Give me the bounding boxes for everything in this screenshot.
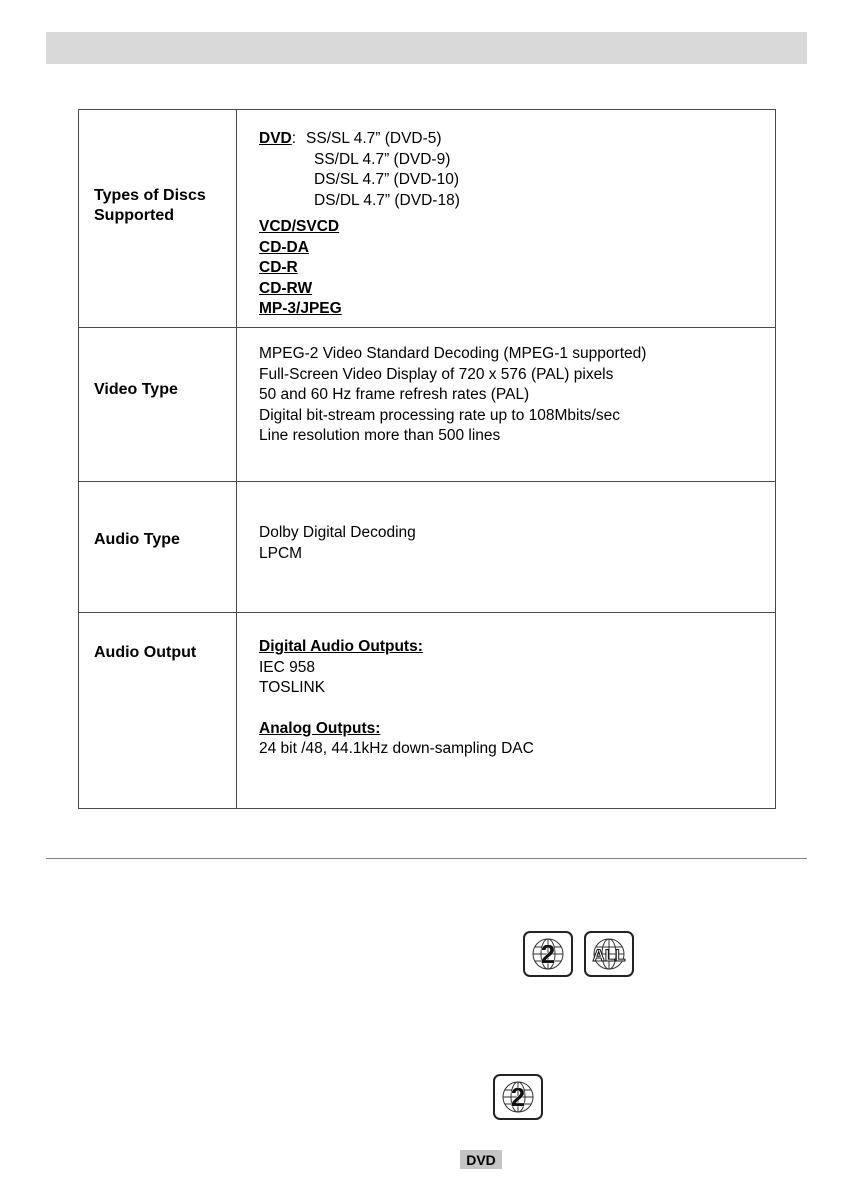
disc-types-label	[79, 110, 236, 226]
disc-format: VCD/SVCD	[259, 218, 340, 235]
spec-line: Dolby Digital Decoding	[259, 524, 416, 541]
dvd-format: DS/DL 4.7” (DVD-18)	[314, 191, 460, 209]
dvd-format-line	[259, 129, 775, 150]
label-cell	[79, 110, 237, 328]
label-cell	[79, 328, 237, 482]
disc-format: MP-3/JPEG	[259, 300, 342, 317]
audio-output-label: Audio Output	[94, 644, 197, 661]
row-disc-types	[79, 110, 776, 328]
content-cell	[237, 482, 776, 613]
disc-format: CD-R	[259, 259, 298, 276]
dvd-badge: DVD	[460, 1150, 502, 1169]
specifications-table	[78, 109, 776, 809]
header-bar	[46, 32, 807, 64]
disc-format: CD-RW	[259, 279, 313, 297]
row-audio-output	[79, 613, 776, 809]
globe-icon	[498, 1079, 538, 1115]
audio-type-specs	[237, 482, 775, 564]
dvd-format: SS/SL 4.7” (DVD-5)	[306, 130, 442, 147]
region-all-logo	[584, 931, 634, 977]
audio-type-label: Audio Type	[94, 531, 180, 548]
disc-formats	[237, 110, 775, 320]
spec-line: Full-Screen Video Display of 720 x 576 (PAL) pixels	[259, 365, 614, 383]
dvd-format: SS/DL 4.7” (DVD-9)	[314, 150, 451, 168]
spec-line: Digital bit-stream processing rate up to 108Mbits/sec	[259, 406, 620, 424]
label-cell	[79, 482, 237, 613]
spec-line: MPEG-2 Video Standard Decoding (MPEG-1 supported)	[259, 345, 647, 362]
spec-line: IEC 958	[259, 658, 316, 676]
label-cell	[79, 613, 237, 809]
content-cell	[237, 613, 776, 809]
audio-output-specs	[237, 613, 775, 760]
video-type-label: Video Type	[94, 381, 178, 398]
digital-outputs-heading: Digital Audio Outputs:	[259, 638, 423, 655]
dvd-colon: :	[291, 130, 297, 147]
spec-line: TOSLINK	[259, 679, 326, 696]
region-all-text: ALL	[592, 946, 626, 965]
region-2-logo-single	[493, 1074, 543, 1120]
dvd-heading: DVD	[259, 130, 292, 147]
label-line: Types of Discs	[94, 187, 206, 204]
region-2-logo	[523, 931, 573, 977]
analog-outputs-heading: Analog Outputs:	[259, 719, 381, 737]
region-number: 2	[540, 939, 556, 969]
spec-line: Line resolution more than 500 lines	[259, 427, 501, 444]
globe-icon	[589, 936, 629, 972]
dvd-format: DS/SL 4.7” (DVD-10)	[314, 171, 459, 188]
spec-line: LPCM	[259, 544, 303, 562]
section-divider	[46, 858, 807, 859]
spec-line: 50 and 60 Hz frame refresh rates (PAL)	[259, 386, 530, 403]
disc-format: CD-DA	[259, 238, 309, 256]
content-cell	[237, 110, 776, 328]
video-specs	[237, 328, 775, 447]
row-video-type	[79, 328, 776, 482]
region-number: 2	[510, 1082, 526, 1112]
content-cell	[237, 328, 776, 482]
spec-line: 24 bit /48, 44.1kHz down-sampling DAC	[259, 740, 534, 757]
globe-icon	[528, 936, 568, 972]
label-line: Supported	[94, 207, 174, 224]
row-audio-type	[79, 482, 776, 613]
